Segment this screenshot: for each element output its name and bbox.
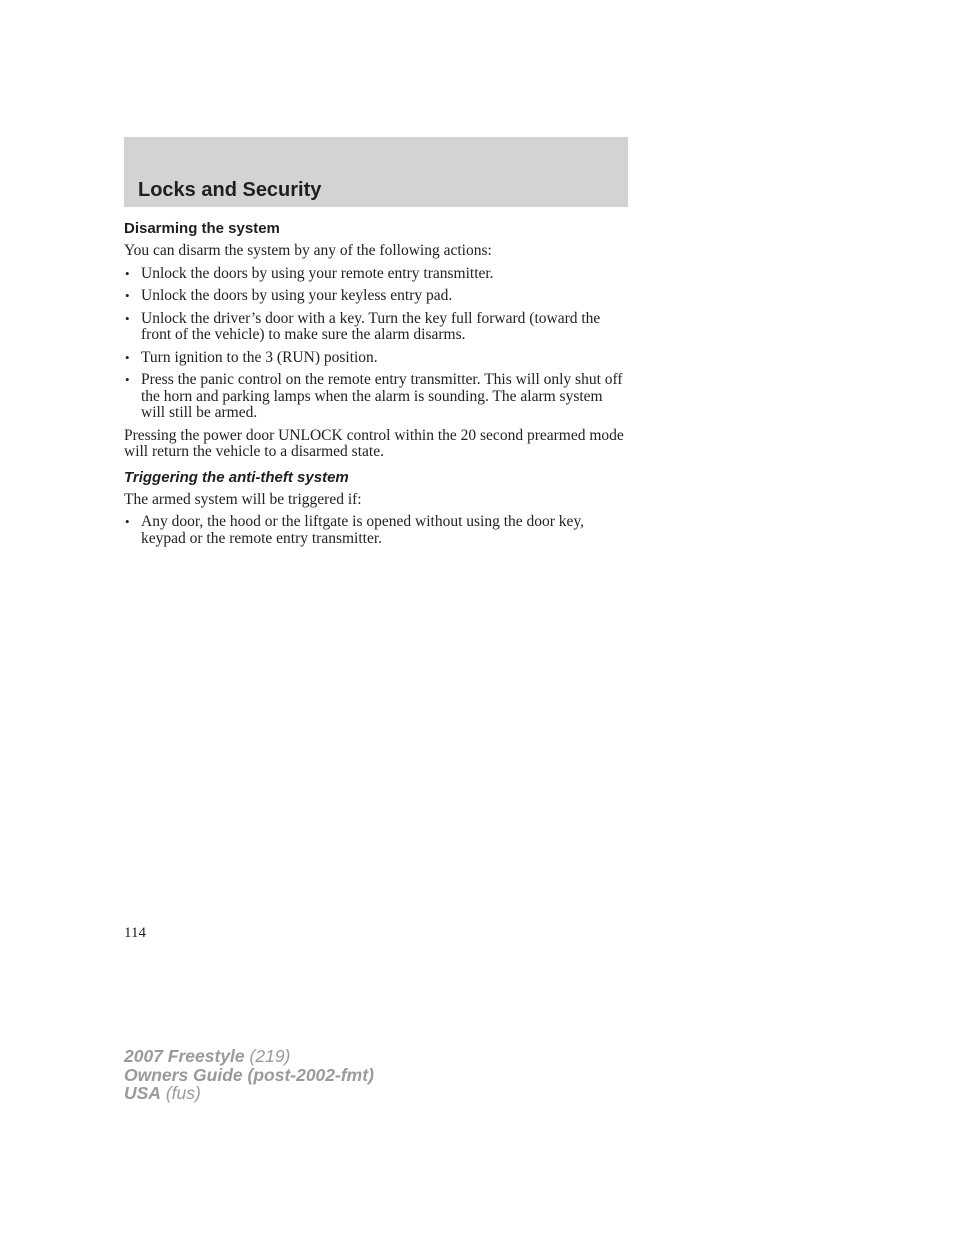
triggering-heading: Triggering the anti-theft system (124, 468, 349, 486)
list-item: • Turn ignition to the 3 (RUN) position. (125, 348, 378, 366)
bullet-icon: • (125, 514, 130, 529)
list-item: • Press the panic control on the remote entry transmitter. This will only shut off the horn and parking lamps when the alarm is sounding. The alarm system will still be armed. (125, 371, 623, 421)
bullet-icon: • (125, 372, 130, 387)
bullet-icon: • (125, 310, 130, 326)
footer-line-3: USA (fus) (124, 1083, 201, 1103)
bullet-icon: • (125, 265, 130, 281)
section-header-band (124, 137, 628, 207)
disarming-intro: You can disarm the system by any of the following actions: (124, 242, 492, 259)
page-number: 114 (124, 925, 146, 941)
list-item: • Unlock the doors by using your keyless entry pad. (125, 287, 453, 304)
disarming-bullet-list (124, 266, 628, 422)
footer-line-1: 2007 Freestyle (219) (124, 1046, 291, 1066)
triggering-intro: The armed system will be triggered if: (124, 490, 362, 508)
page-content (124, 220, 628, 547)
disarming-note: Pressing the power door UNLOCK control within the 20 second prearmed mode will return the vehicle to a disarmed state. (124, 426, 624, 460)
bullet-icon: • (125, 349, 130, 365)
bullet-icon: • (125, 288, 130, 303)
footer-line-2: Owners Guide (post-2002-fmt) (124, 1064, 374, 1085)
list-item: • Any door, the hood or the liftgate is opened without using the door key, keypad or the remote entry transmitter. (125, 513, 585, 547)
list-item: • Unlock the driver’s door with a key. Turn the key full forward (toward the front of the vehicle) to make sure the alarm disarms. (125, 309, 601, 343)
section-title: Locks and Security (138, 179, 322, 201)
disarming-heading: Disarming the system (124, 220, 280, 237)
triggering-bullet-list (124, 514, 628, 547)
document-footer (124, 1047, 374, 1103)
list-item: • Unlock the doors by using your remote entry transmitter. (125, 264, 494, 282)
